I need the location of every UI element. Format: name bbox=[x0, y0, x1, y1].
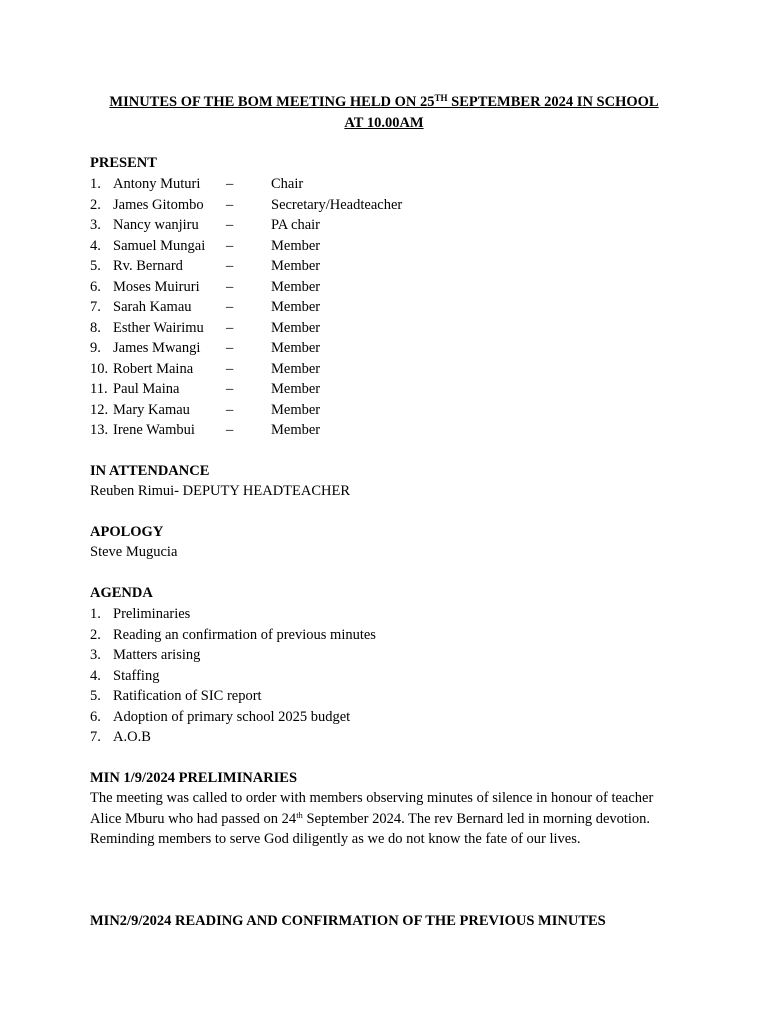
present-member-dash: – bbox=[226, 299, 234, 315]
present-member-number: 12. bbox=[90, 401, 109, 418]
document-title-line-1 bbox=[90, 92, 678, 112]
present-member-name: Mary Kamau bbox=[113, 401, 190, 418]
agenda-heading: AGENDA bbox=[90, 585, 153, 601]
agenda-item-number: 7. bbox=[90, 729, 101, 745]
present-member-name: Nancy wanjiru bbox=[113, 217, 199, 233]
present-member-role: Member bbox=[271, 340, 321, 356]
present-member-role: Member bbox=[271, 319, 321, 336]
min1-line-3: Reminding members to serve God diligently as we do not know the fate of our lives. bbox=[90, 831, 581, 847]
present-member-role: Chair bbox=[271, 176, 304, 192]
present-member-role: Secretary/Headteacher bbox=[271, 196, 403, 213]
present-member-number: 10. bbox=[90, 360, 109, 377]
present-member-dash: – bbox=[226, 217, 234, 233]
agenda-item-text: Staffing bbox=[113, 667, 160, 684]
present-member-dash: – bbox=[226, 237, 234, 254]
present-member-number: 6. bbox=[90, 278, 101, 295]
present-member-role: Member bbox=[271, 258, 321, 274]
min1-line-2-part-2: September 2024. The rev Bernard led in morning devotion. bbox=[302, 810, 651, 827]
present-member-name: Robert Maina bbox=[113, 360, 194, 377]
min2-heading: MIN2/9/2024 READING AND CONFIRMATION OF THE PREVIOUS MINUTES bbox=[90, 913, 606, 929]
present-member-number: 4. bbox=[90, 237, 101, 254]
min1-line-2-part-1: Alice Mburu who had passed on 24 bbox=[90, 810, 297, 827]
agenda-item-number: 6. bbox=[90, 708, 101, 725]
present-member-number: 3. bbox=[90, 217, 101, 233]
present-member-dash: – bbox=[226, 360, 234, 377]
agenda-item-text: Preliminaries bbox=[113, 606, 191, 622]
present-member-number: 1. bbox=[90, 176, 101, 192]
present-member-number: 13. bbox=[90, 422, 109, 438]
agenda-item-number: 3. bbox=[90, 647, 101, 663]
present-member-role: Member bbox=[271, 381, 321, 397]
agenda-item-text: Reading an confirmation of previous minutes bbox=[113, 626, 376, 643]
title-text-part-1: MINUTES OF THE BOM MEETING HELD ON 25 bbox=[109, 94, 435, 110]
present-member-number: 11. bbox=[90, 381, 108, 397]
present-member-role: Member bbox=[271, 401, 321, 418]
agenda-item-number: 2. bbox=[90, 626, 101, 643]
apology-text: Steve Mugucia bbox=[90, 544, 178, 560]
document-title-line-2: AT 10.00AM bbox=[344, 115, 424, 131]
agenda-item-text: A.O.B bbox=[113, 729, 151, 745]
agenda-item-number: 5. bbox=[90, 688, 101, 704]
min1-line-2 bbox=[90, 809, 690, 830]
agenda-item-text: Ratification of SIC report bbox=[113, 688, 262, 704]
present-member-name: Sarah Kamau bbox=[113, 299, 192, 315]
present-member-dash: – bbox=[226, 340, 234, 356]
present-member-dash: – bbox=[226, 196, 234, 213]
present-member-number: 7. bbox=[90, 299, 101, 315]
present-member-dash: – bbox=[226, 176, 234, 192]
present-member-dash: – bbox=[226, 319, 234, 336]
present-member-name: Esther Wairimu bbox=[113, 319, 204, 336]
present-member-dash: – bbox=[226, 422, 234, 438]
agenda-item-number: 1. bbox=[90, 606, 101, 622]
agenda-item-number: 4. bbox=[90, 667, 101, 684]
present-member-role: Member bbox=[271, 360, 321, 377]
present-member-role: Member bbox=[271, 237, 321, 254]
title-superscript: TH bbox=[434, 93, 448, 103]
present-member-role: Member bbox=[271, 278, 321, 295]
min1-line-1: The meeting was called to order with members observing minutes of silence in honour of teacher bbox=[90, 790, 654, 806]
present-member-dash: – bbox=[226, 401, 234, 418]
present-heading: PRESENT bbox=[90, 155, 157, 171]
present-member-role: PA chair bbox=[271, 217, 321, 233]
present-member-name: James Mwangi bbox=[113, 340, 201, 356]
in-attendance-heading: IN ATTENDANCE bbox=[90, 463, 210, 479]
title-text-part-2: SEPTEMBER 2024 IN SCHOOL bbox=[447, 94, 659, 110]
present-member-name: James Gitombo bbox=[113, 196, 204, 213]
present-member-dash: – bbox=[226, 278, 234, 295]
agenda-item-text: Matters arising bbox=[113, 647, 201, 663]
present-member-name: Moses Muiruri bbox=[113, 278, 200, 295]
apology-heading: APOLOGY bbox=[90, 524, 164, 540]
min1-paragraph bbox=[90, 788, 690, 850]
present-member-name: Irene Wambui bbox=[113, 422, 195, 438]
present-member-dash: – bbox=[226, 258, 234, 274]
present-member-number: 5. bbox=[90, 258, 101, 274]
min1-heading: MIN 1/9/2024 PRELIMINARIES bbox=[90, 770, 298, 786]
min1-line-2-superscript: th bbox=[296, 809, 303, 820]
present-member-name: Antony Muturi bbox=[113, 176, 201, 192]
agenda-item-text: Adoption of primary school 2025 budget bbox=[113, 708, 351, 725]
present-member-role: Member bbox=[271, 422, 321, 438]
present-member-name: Samuel Mungai bbox=[113, 237, 206, 254]
present-member-number: 2. bbox=[90, 196, 101, 213]
present-member-number: 9. bbox=[90, 340, 101, 356]
present-member-number: 8. bbox=[90, 319, 101, 336]
present-member-role: Member bbox=[271, 299, 321, 315]
in-attendance-text: Reuben Rimui- DEPUTY HEADTEACHER bbox=[90, 483, 351, 499]
present-member-name: Paul Maina bbox=[113, 381, 180, 397]
present-member-name: Rv. Bernard bbox=[113, 258, 183, 274]
present-member-dash: – bbox=[226, 381, 234, 397]
